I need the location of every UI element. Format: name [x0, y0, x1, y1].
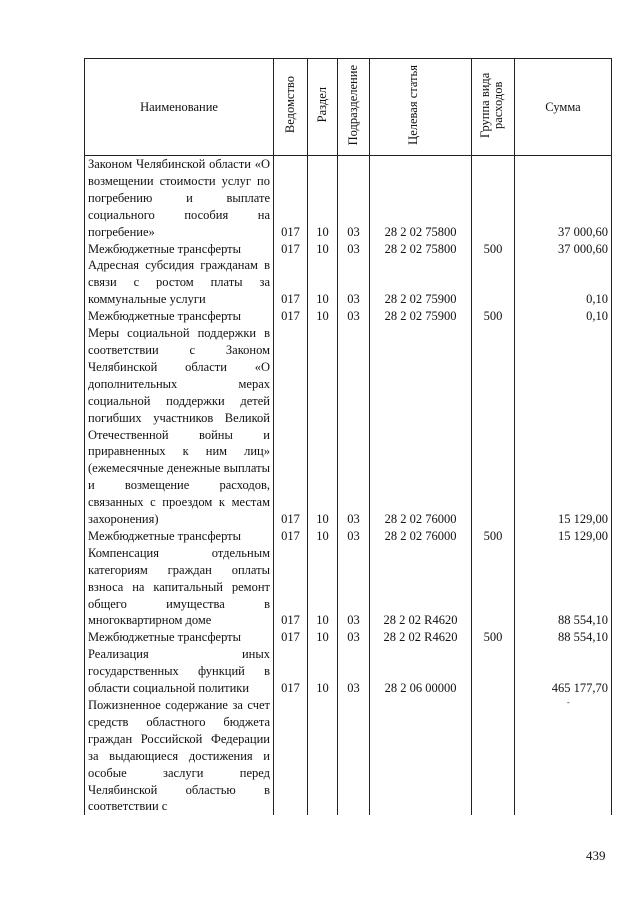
table-row: [85, 646, 612, 697]
cell-ved: 017: [274, 257, 308, 308]
cell-group: [472, 257, 515, 308]
cell-target: 28 2 02 R4620: [370, 545, 472, 630]
cell-target: 28 2 02 75900: [370, 257, 472, 308]
cell-ved: 017: [274, 308, 308, 325]
header-name: Наименование: [85, 59, 274, 156]
table-row: [85, 241, 612, 258]
cell-sum: 88 554,10: [515, 629, 612, 646]
cell-podrazdel: 03: [338, 528, 370, 545]
cell-target: 28 2 02 75800: [370, 241, 472, 258]
cell-name: Межбюджетные трансферты: [85, 528, 274, 545]
margin-mark: -: [567, 698, 570, 707]
cell-ved: 017: [274, 325, 308, 528]
cell-razdel: 10: [308, 257, 338, 308]
table-row: [85, 308, 612, 325]
cell-name: Меры социальной поддержки в соответствии с Законом Челябинской области «О дополнительных мерах социальной поддержки детей погибших участников Великой Отечественной войны и приравненных к ним лиц» (ежемесячные денежные выплаты и возмещение расходов, связанных с проездом к местам захоронения): [85, 325, 274, 528]
cell-group: 500: [472, 629, 515, 646]
cell-sum: 0,10: [515, 308, 612, 325]
cell-group: [472, 156, 515, 241]
cell-group: 500: [472, 241, 515, 258]
cell-group: [472, 646, 515, 697]
cell-razdel: 10: [308, 308, 338, 325]
cell-target: 28 2 02 75900: [370, 308, 472, 325]
cell-target: [370, 697, 472, 815]
cell-podrazdel: 03: [338, 156, 370, 241]
cell-razdel: 10: [308, 646, 338, 697]
cell-sum: 37 000,60: [515, 156, 612, 241]
header-sum: Сумма: [515, 59, 612, 156]
cell-name: Реализация иных государственных функций в области социальной политики: [85, 646, 274, 697]
cell-podrazdel: 03: [338, 629, 370, 646]
cell-name: Межбюджетные трансферты: [85, 241, 274, 258]
cell-ved: 017: [274, 528, 308, 545]
cell-sum: 88 554,10: [515, 545, 612, 630]
cell-ved: 017: [274, 156, 308, 241]
table-row: [85, 325, 612, 528]
cell-name: Межбюджетные трансферты: [85, 629, 274, 646]
cell-name: Пожизненное содержание за счет средств областного бюджета граждан Российской Федерации за выдающиеся достижения и особые заслуги перед Челябинской областью в соответствии с: [85, 697, 274, 815]
cell-podrazdel: 03: [338, 325, 370, 528]
header-group: Группа вида расходов: [472, 59, 515, 156]
cell-name: Межбюджетные трансферты: [85, 308, 274, 325]
cell-razdel: 10: [308, 528, 338, 545]
cell-podrazdel: 03: [338, 257, 370, 308]
cell-razdel: 10: [308, 325, 338, 528]
cell-podrazdel: 03: [338, 308, 370, 325]
budget-table: [84, 58, 612, 815]
header-podrazdel: Подразделение: [338, 59, 370, 156]
cell-group: [472, 697, 515, 815]
header-razdel: Раздел: [308, 59, 338, 156]
cell-sum: 15 129,00: [515, 528, 612, 545]
cell-name: Адресная субсидия гражданам в связи с ростом платы за коммунальные услуги: [85, 257, 274, 308]
table-row: [85, 697, 612, 815]
cell-ved: 017: [274, 545, 308, 630]
cell-sum: 37 000,60: [515, 241, 612, 258]
cell-group: [472, 545, 515, 630]
cell-razdel: [308, 697, 338, 815]
cell-name: Законом Челябинской области «О возмещении стоимости услуг по погребению и выплате социального пособия на погребение»: [85, 156, 274, 241]
cell-group: 500: [472, 528, 515, 545]
cell-razdel: 10: [308, 241, 338, 258]
cell-group: [472, 325, 515, 528]
cell-target: 28 2 06 00000: [370, 646, 472, 697]
cell-name: Компенсация отдельным категориям граждан оплаты взноса на капитальный ремонт общего имущества в многоквартирном доме: [85, 545, 274, 630]
cell-target: 28 2 02 76000: [370, 325, 472, 528]
cell-razdel: 10: [308, 629, 338, 646]
cell-ved: 017: [274, 629, 308, 646]
cell-ved: 017: [274, 241, 308, 258]
cell-podrazdel: 03: [338, 545, 370, 630]
cell-ved: [274, 697, 308, 815]
cell-group: 500: [472, 308, 515, 325]
table-row: [85, 528, 612, 545]
table-row: [85, 257, 612, 308]
cell-sum: 0,10: [515, 257, 612, 308]
table-row: [85, 545, 612, 630]
header-vedomstvo: Ведомство: [274, 59, 308, 156]
page-number: 439: [586, 848, 606, 863]
header-target: Целевая статья: [370, 59, 472, 156]
table-row: [85, 156, 612, 241]
cell-podrazdel: [338, 697, 370, 815]
table-header: [85, 59, 612, 156]
cell-ved: 017: [274, 646, 308, 697]
cell-target: 28 2 02 75800: [370, 156, 472, 241]
cell-sum: 15 129,00: [515, 325, 612, 528]
cell-podrazdel: 03: [338, 646, 370, 697]
cell-razdel: 10: [308, 156, 338, 241]
cell-razdel: 10: [308, 545, 338, 630]
cell-sum: 465 177,70: [515, 646, 612, 697]
cell-sum: [515, 697, 612, 815]
cell-target: 28 2 02 R4620: [370, 629, 472, 646]
cell-podrazdel: 03: [338, 241, 370, 258]
cell-target: 28 2 02 76000: [370, 528, 472, 545]
table-row: [85, 629, 612, 646]
